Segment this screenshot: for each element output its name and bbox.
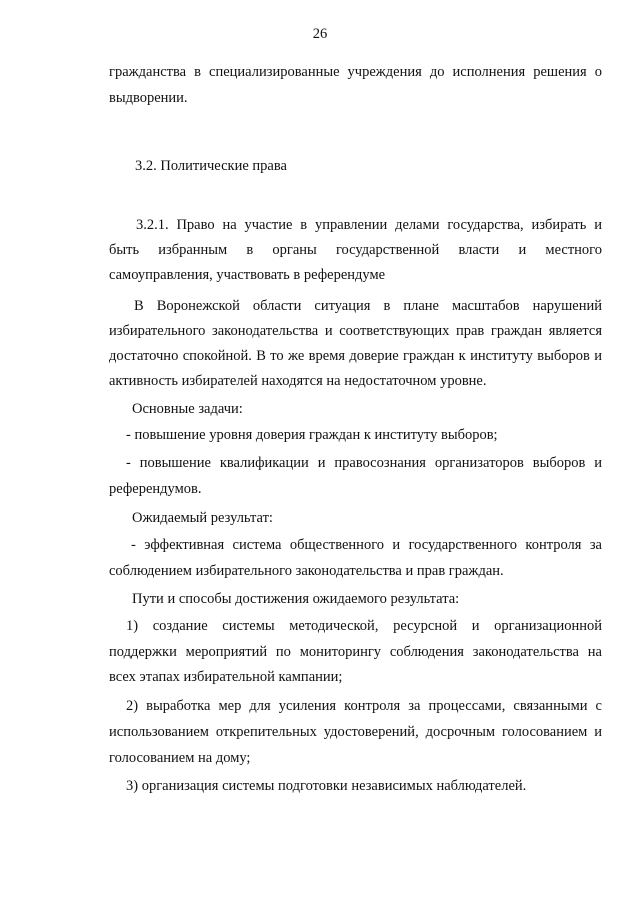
list-item: - повышение квалификации и правосознания организаторов выборов и bbox=[126, 455, 602, 471]
list-item: - повышение уровня доверия граждан к институту выборов; bbox=[126, 427, 498, 443]
text-line: активность избирателей находятся на недостаточном уровне. bbox=[109, 373, 487, 389]
text-line: Ожидаемый результат: bbox=[132, 510, 273, 526]
list-item: 2) выработка мер для усиления контроля за процессами, связанными с bbox=[126, 698, 602, 714]
text-line: избирательного законодательства и соответствующих прав граждан является bbox=[109, 323, 602, 339]
text-line: выдворении. bbox=[109, 90, 188, 106]
text-line: Пути и способы достижения ожидаемого результата: bbox=[132, 591, 460, 607]
text-line: Основные задачи: bbox=[132, 401, 243, 417]
text-line: достаточно спокойной. В то же время доверие граждан к институту выборов и bbox=[109, 348, 602, 364]
list-item: 3) организация системы подготовки независимых наблюдателей. bbox=[126, 778, 527, 794]
subsection-heading: 3.2.1. Право на участие в управлении делами государства, избирать и bbox=[136, 217, 602, 233]
section-heading: 3.2. Политические права bbox=[135, 158, 287, 174]
text-line: В Воронежской области ситуация в плане масштабов нарушений bbox=[134, 298, 602, 314]
list-item: использованием открепительных удостоверений, досрочным голосованием и bbox=[109, 724, 602, 740]
list-item: поддержки мероприятий по мониторингу соблюдения законодательства на bbox=[109, 644, 602, 660]
list-item: - эффективная система общественного и государственного контроля за bbox=[131, 537, 602, 553]
page-number: 26 bbox=[312, 26, 328, 42]
subsection-heading: самоуправления, участвовать в референдуме bbox=[109, 267, 386, 283]
text-line: гражданства в специализированные учреждения до исполнения решения о bbox=[109, 64, 602, 80]
list-item: соблюдением избирательного законодательства и прав граждан. bbox=[109, 563, 504, 579]
subsection-heading: быть избранным в органы государственной власти и местного bbox=[109, 242, 602, 258]
list-item: всех этапах избирательной кампании; bbox=[109, 669, 343, 685]
list-item: голосованием на дому; bbox=[109, 750, 251, 766]
list-item: референдумов. bbox=[109, 481, 202, 497]
list-item: 1) создание системы методической, ресурсной и организационной bbox=[126, 618, 602, 634]
